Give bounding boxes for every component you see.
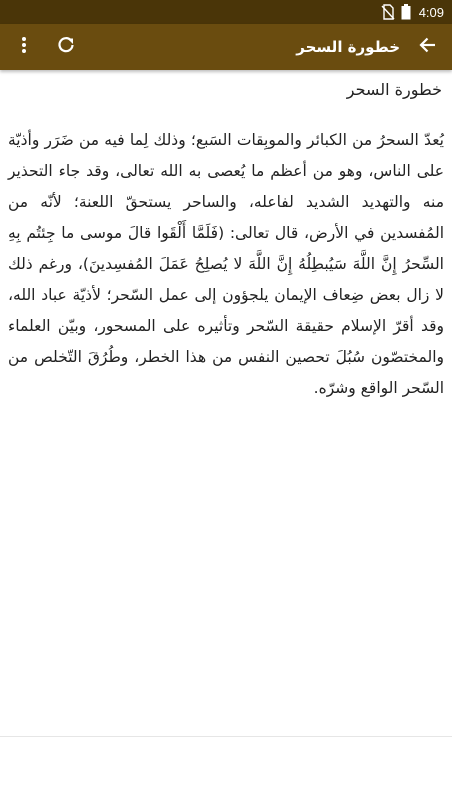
refresh-icon xyxy=(57,36,75,58)
app-bar-title: خطورة السحر xyxy=(296,38,400,56)
bottom-divider xyxy=(0,736,452,737)
app-bar-title-wrap xyxy=(84,38,400,56)
no-sim-icon xyxy=(381,4,395,20)
arrow-back-icon xyxy=(419,36,437,58)
status-bar xyxy=(0,0,452,24)
clock: 4:09 xyxy=(418,4,444,20)
back-button[interactable] xyxy=(410,29,446,65)
article-title: خطورة السحر xyxy=(346,80,442,99)
app-bar-actions xyxy=(0,29,84,65)
article-content xyxy=(8,76,444,404)
refresh-button[interactable] xyxy=(48,29,84,65)
battery-icon xyxy=(401,4,411,20)
more-vert-icon xyxy=(21,36,27,58)
article-body: يُعدّ السحرُ من الكبائر والموبِقات السَبع؛ وذلك لِما فيه من ضَرَر وأذيّة على الناس، وهو من أعظم ما يُعصى به الله تعالى، وقد جاء التحذير منه والتهديد الشديد لفاعله، والساحر يستحقّ اللعنة؛ لأنّه من المُفسدين في الأرض، قال تعالى: (فَلَمَّا أَلْقَوا قالَ موسى ما جِئتُم بِهِ السِّحرُ إِنَّ اللَّهَ سَيُبطِلُهُ إِنَّ اللَّهَ لا يُصلِحُ عَمَلَ المُفسِدينَ)، ورغم ذلك لا زال بعض ضِعاف الإيمان يلجؤون إلى عمل السّحر؛ لأذيّة عباد الله، وقد أقرّ الإسلام حقيقة السّحر وتأثيره على المسحور، وبيّن العلماء والمختصّون سُبُلَ تحصين النفس من هذا الخطر، وطُرُقَ التّخلص من السّحر الواقع وشرّه. xyxy=(8,131,444,397)
more-options-button[interactable] xyxy=(6,29,42,65)
app-bar xyxy=(0,24,452,70)
